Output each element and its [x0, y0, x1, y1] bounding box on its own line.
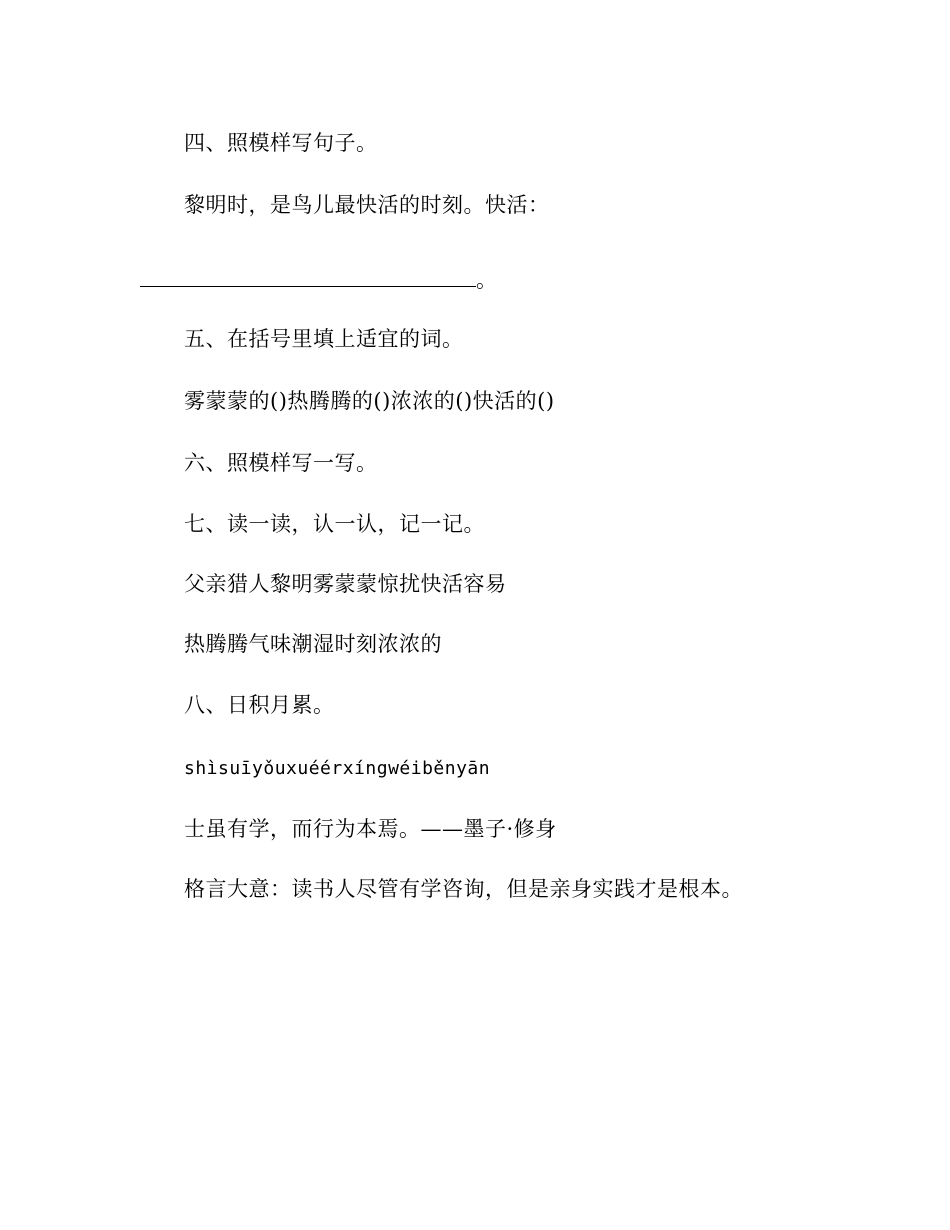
section-8-quote: 士虽有学，而行为本焉。——墨子·修身 [184, 817, 557, 841]
answer-blank-period: 。 [476, 268, 497, 292]
section-8-pinyin: shìsuīyǒuxuéérxíngwéiběnyān [184, 758, 491, 779]
answer-blank-row [140, 266, 497, 294]
section-5-content: 雾蒙蒙的()热腾腾的()浓浓的()快活的() [184, 389, 555, 413]
section-5-heading: 五、在括号里填上适宜的词。 [184, 327, 464, 351]
section-6-heading: 六、照模样写一写。 [184, 451, 378, 475]
section-7-words-line-2: 热腾腾气味潮湿时刻浓浓的 [184, 632, 442, 656]
section-7-words-line-1: 父亲猎人黎明雾蒙蒙惊扰快活容易 [184, 572, 507, 596]
section-4-sentence: 黎明时，是鸟儿最快活的时刻。快活： [184, 193, 550, 217]
section-8-heading: 八、日积月累。 [184, 693, 335, 717]
section-7-heading: 七、读一读，认一认，记一记。 [184, 512, 485, 536]
answer-blank-line [140, 286, 476, 287]
section-4-heading: 四、照模样写句子。 [184, 131, 378, 155]
section-8-meaning: 格言大意：读书人尽管有学咨询，但是亲身实践才是根本。 [184, 877, 743, 901]
